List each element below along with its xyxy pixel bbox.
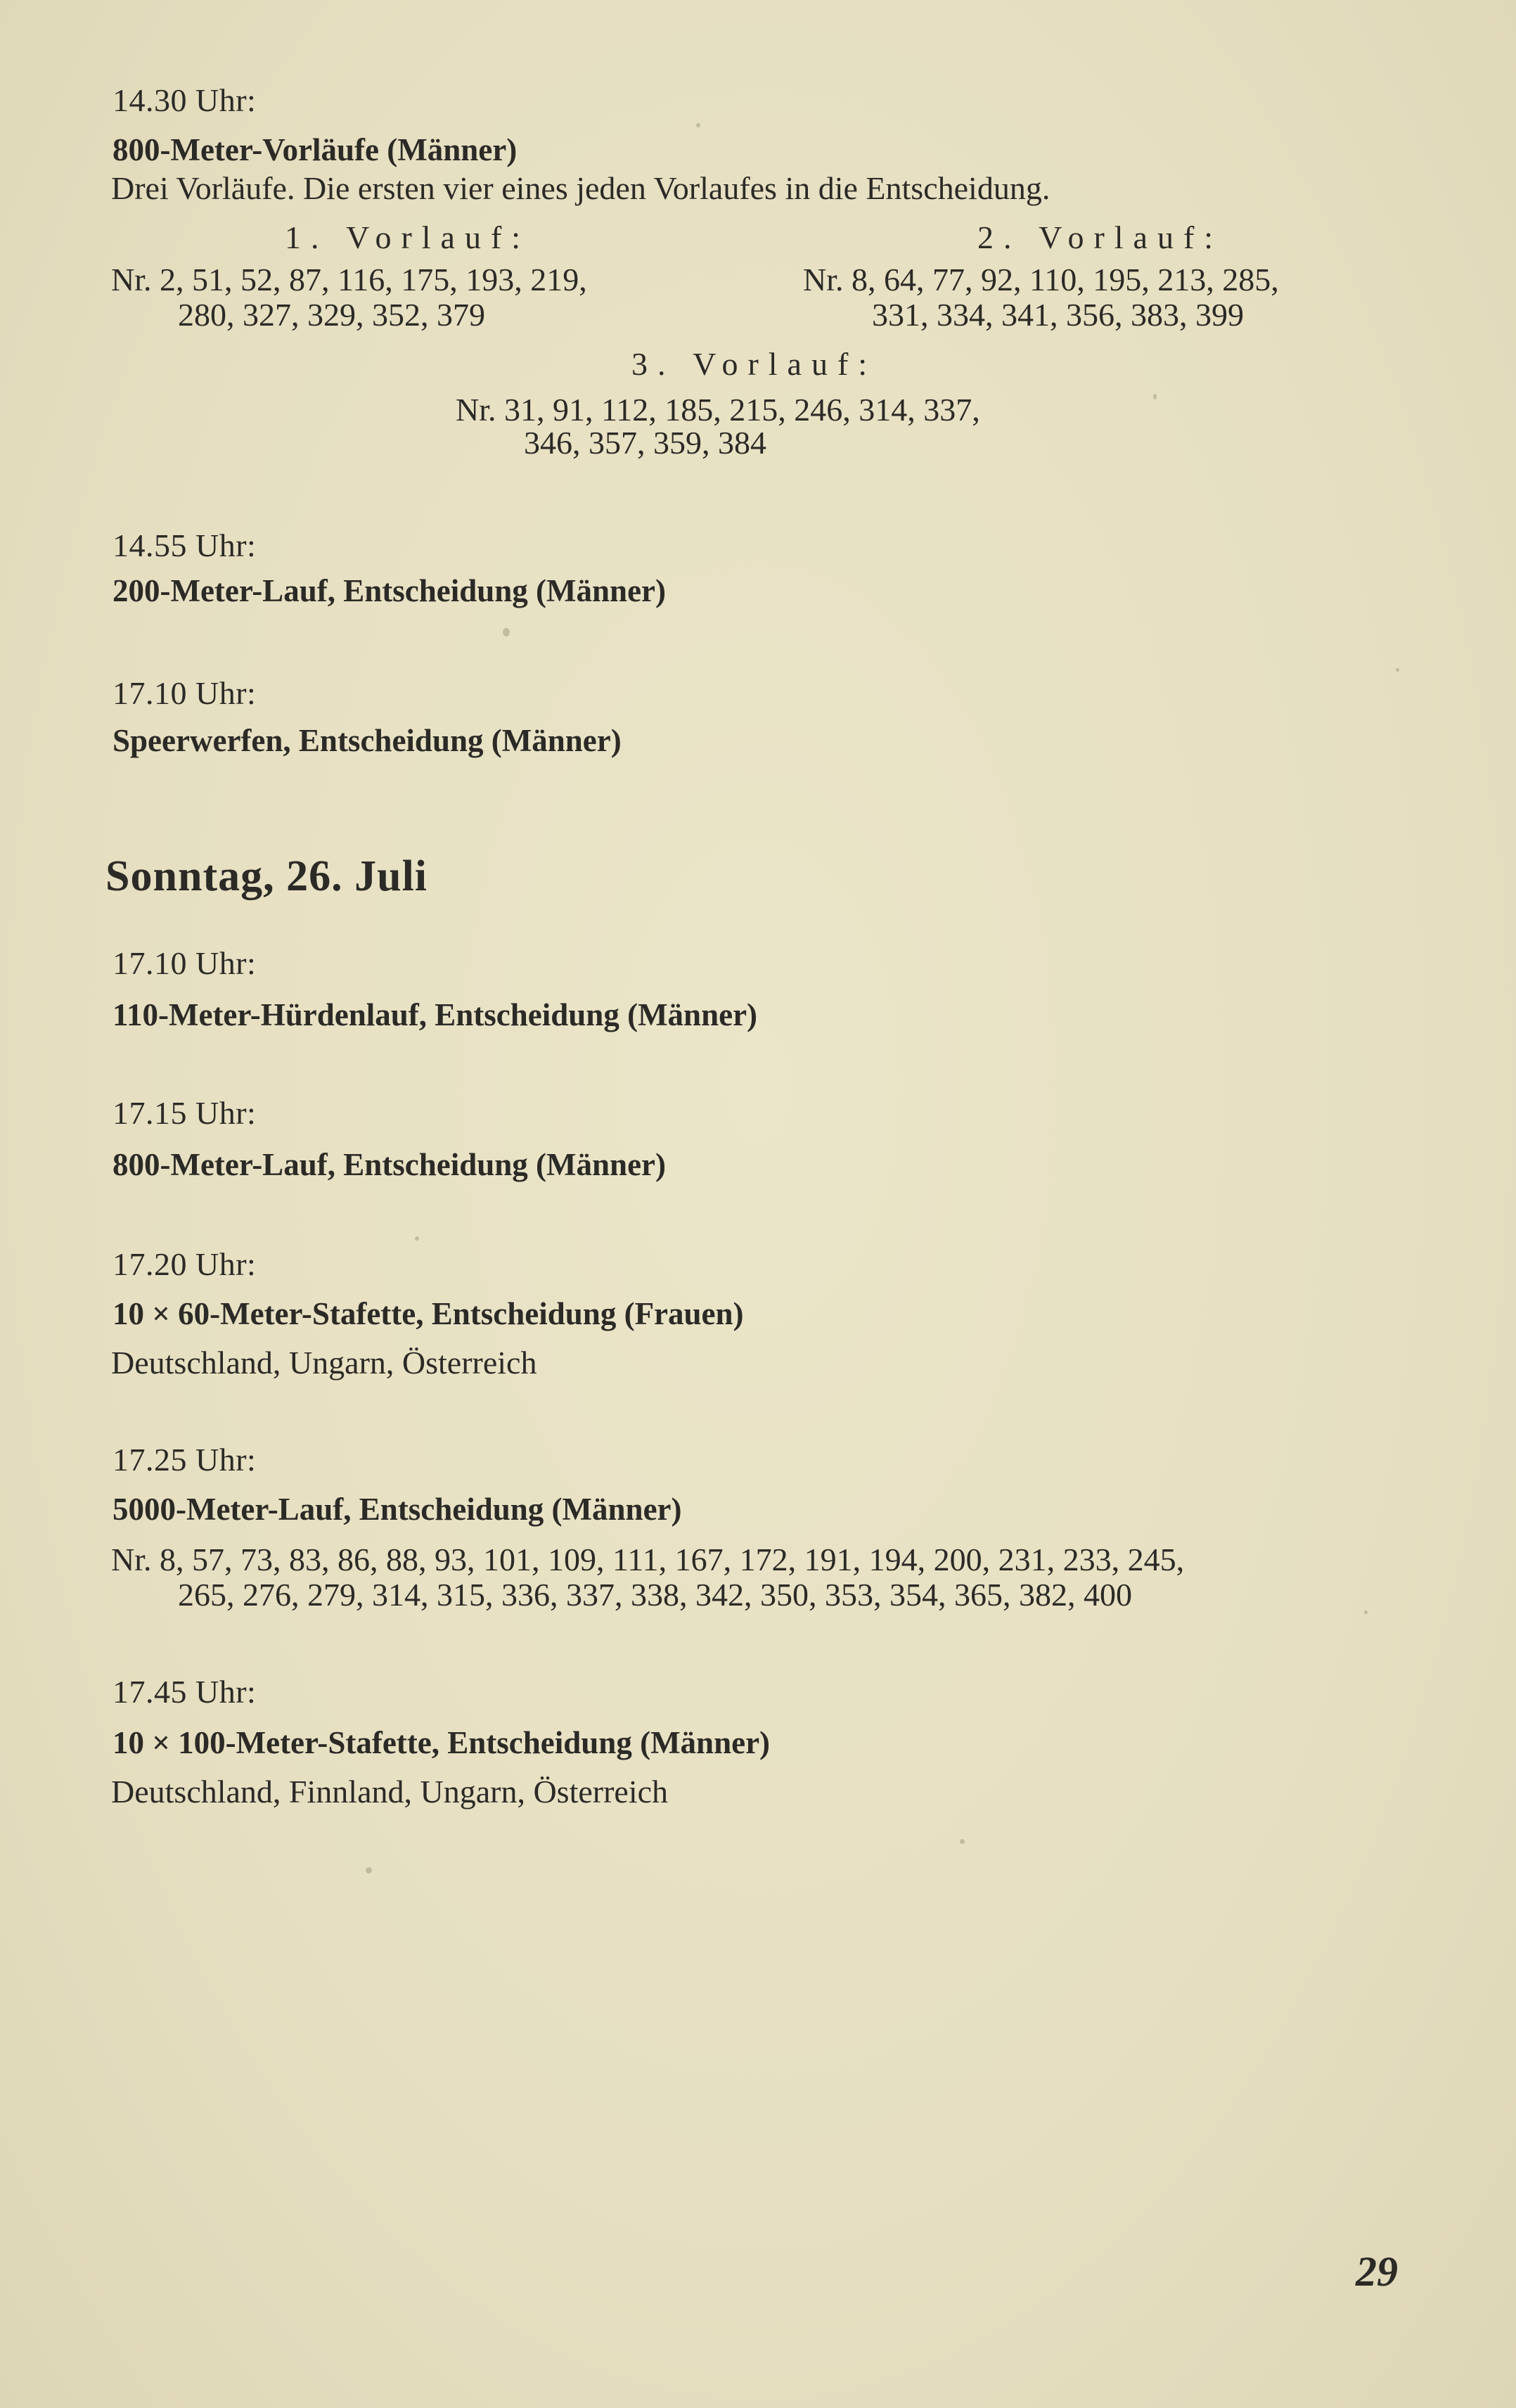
heat-1-line-1: Nr. 2, 51, 52, 87, 116, 175, 193, 219, (111, 262, 587, 297)
heat-2-line-2: 331, 334, 341, 356, 383, 399 (872, 297, 1244, 333)
paper-speck (696, 123, 700, 127)
heat-2-label: 2. Vorlauf: (977, 219, 1223, 255)
time-1710-sun: 17.10 Uhr: (113, 945, 257, 981)
heats-note: Drei Vorläufe. Die ersten vier eines jeden Vorlaufes in die Entscheidung. (111, 170, 1051, 206)
time-1710-sat: 17.10 Uhr: (113, 675, 257, 711)
heat-2-line-1: Nr. 8, 64, 77, 92, 110, 195, 213, 285, (803, 262, 1279, 297)
paper-speck (366, 1867, 372, 1874)
heat-3-label: 3. Vorlauf: (631, 346, 878, 382)
time-1715: 17.15 Uhr: (113, 1095, 257, 1131)
event-800m-heats: 800-Meter-Vorläufe (Männer) (113, 132, 518, 167)
heat-3-line-1: Nr. 31, 91, 112, 185, 215, 246, 314, 337, (456, 392, 980, 428)
heat-1-line-2: 280, 327, 329, 352, 379 (178, 297, 485, 333)
teams-10x60m-relay: Deutschland, Ungarn, Österreich (111, 1345, 537, 1381)
teams-10x100m-relay: Deutschland, Finnland, Ungarn, Österreich (111, 1774, 669, 1810)
paper-speck (1396, 668, 1399, 672)
time-1455: 14.55 Uhr: (113, 527, 257, 563)
paper-speck (1153, 394, 1157, 399)
paper-speck (503, 628, 510, 636)
event-10x100m-relay-final: 10 × 100-Meter-Stafette, Entscheidung (Männer) (113, 1725, 771, 1760)
heat-1-label: 1. Vorlauf: (285, 219, 531, 255)
paper-speck (960, 1839, 965, 1844)
event-10x60m-relay-final: 10 × 60-Meter-Stafette, Entscheidung (Frauen) (113, 1296, 744, 1331)
day-heading: Sonntag, 26. Juli (105, 852, 428, 900)
paper-speck (415, 1236, 419, 1241)
entrants-5000m-line-1: Nr. 8, 57, 73, 83, 86, 88, 93, 101, 109, 111, 167, 172, 191, 194, 200, 231, 233, 245, (111, 1542, 1185, 1577)
event-200m-final: 200-Meter-Lauf, Entscheidung (Männer) (113, 573, 666, 608)
time-1720: 17.20 Uhr: (113, 1246, 257, 1282)
page-number: 29 (1356, 2248, 1398, 2295)
time-1745: 17.45 Uhr: (113, 1674, 257, 1710)
event-javelin-final: Speerwerfen, Entscheidung (Männer) (113, 723, 622, 758)
event-800m-final: 800-Meter-Lauf, Entscheidung (Männer) (113, 1147, 666, 1182)
event-110m-hurdles-final: 110-Meter-Hürdenlauf, Entscheidung (Männer) (113, 997, 758, 1032)
time-1430: 14.30 Uhr: (113, 82, 257, 118)
entrants-5000m-line-2: 265, 276, 279, 314, 315, 336, 337, 338, 342, 350, 353, 354, 365, 382, 400 (178, 1577, 1132, 1613)
paper-speck (1364, 1610, 1368, 1614)
heat-3-line-2: 346, 357, 359, 384 (524, 425, 766, 461)
time-1725: 17.25 Uhr: (113, 1442, 257, 1478)
event-5000m-final: 5000-Meter-Lauf, Entscheidung (Männer) (113, 1492, 682, 1527)
